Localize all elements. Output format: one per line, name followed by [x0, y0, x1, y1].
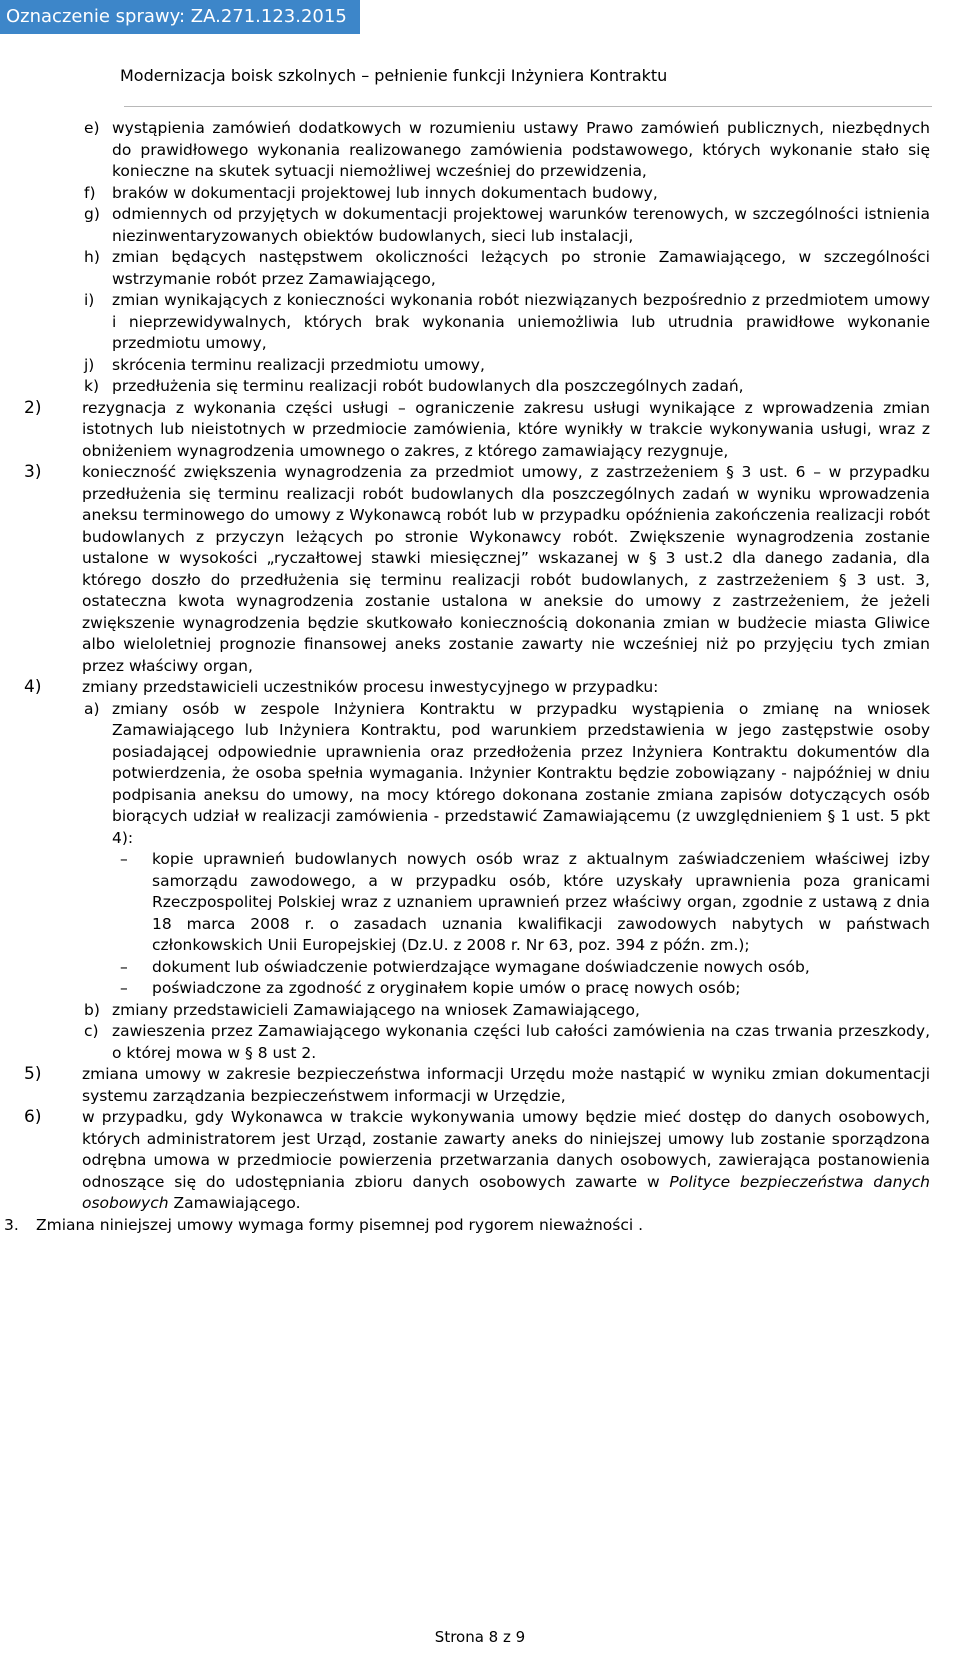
item-number: 5) [24, 1064, 42, 1084]
item-text: zmiana umowy w zakresie bezpieczeństwa informacji Urzędu może nastąpić w wyniku zmian dokumentacji systemu zarządzania bezpieczeństwem informacji w Urzędzie, [82, 1065, 930, 1105]
item-number: 6) [24, 1107, 42, 1127]
item-number: 4) [24, 677, 42, 697]
item-label: f) [84, 183, 96, 202]
item-text: rezygnacja z wykonania części usługi – ograniczenie zakresu usługi wynikające z wprowadzenia zmian istotnych lub nieistotnych w przedmiocie zamówienia, które wynikły w trakcie wykonywania usługi, wraz z obniżeniem wynagrodzenia umownego o zakres, z którego zamawiający rezygnuje, [82, 398, 930, 460]
item-label: b) [84, 1000, 100, 1019]
item-label: g) [84, 205, 100, 223]
item-text: przedłużenia się terminu realizacji robót budowlanych dla poszczególnych zadań, [112, 377, 744, 395]
item-label: k) [84, 377, 100, 395]
item-text: wystąpienia zamówień dodatkowych w rozumieniu ustawy Prawo zamówień publicznych, niezbędnych do prawidłowego wykonania realizowanego zamówienia podstawowego, których wykonanie stało się konieczne na skutek sytuacji niemożliwej wcześniej do przewidzenia, [112, 119, 930, 180]
item-text: zmian wynikających z konieczności wykonania robót niezwiązanych bezpośrednio z przedmiotem umowy i nieprzewidywalnych, których brak wykonania uniemożliwia lub utrudnia prawidłowe wykonanie przedmiotu umowy, [112, 291, 930, 352]
section-number: 3. [4, 1215, 19, 1234]
page-number: Strona 8 z 9 [434, 1628, 526, 1646]
item-label: h) [84, 248, 100, 266]
item-label: c) [84, 1022, 99, 1040]
item-text: zmiany przedstawicieli Zamawiającego na wniosek Zamawiającego, [112, 1000, 640, 1019]
dash-bullet: – [120, 957, 128, 976]
item-label: i) [84, 291, 95, 309]
item-text: braków w dokumentacji projektowej lub innych dokumentach budowy, [112, 183, 658, 202]
list-item-4a [0, 699, 960, 850]
document-title: Modernizacja boisk szkolnych – pełnienie funkcji Inżyniera Kontraktu [120, 66, 668, 85]
list-item-2 [0, 398, 960, 463]
item-text: zmian będących następstwem okoliczności leżących po stronie Zamawiającego, w szczególności wstrzymanie robót przez Zamawiającego, [112, 248, 930, 288]
section-text: Zmiana niniejszej umowy wymaga formy pisemnej pod rygorem nieważności . [36, 1215, 644, 1234]
item-text: skrócenia terminu realizacji przedmiotu umowy, [112, 355, 485, 374]
list-item-4c [0, 1021, 960, 1064]
item-text: zmiany przedstawicieli uczestników procesu inwestycyjnego w przypadku: [82, 678, 659, 696]
item-label: e) [84, 119, 100, 137]
dash-bullet: – [120, 850, 128, 868]
list-item-j [0, 355, 960, 377]
dash-item-2 [0, 957, 960, 979]
item-text: odmiennych od przyjętych w dokumentacji projektowej warunków terenowych, w szczególności istnienia niezinwentaryzowanych obiektów budowlanych, sieci lub instalacji, [112, 205, 930, 245]
list-item-i [0, 290, 960, 355]
item-text: zawieszenia przez Zamawiającego wykonania części lub całości zamówienia na czas trwania przeszkody, o której mowa w § 8 ust 2. [112, 1022, 930, 1062]
item-label: j) [84, 355, 95, 374]
list-item-5 [0, 1064, 960, 1107]
case-number-banner: Oznaczenie sprawy: ZA.271.123.2015 [0, 0, 360, 34]
item-text-part: w przypadku, gdy Wykonawca w trakcie wykonywania umowy będzie mieć dostęp do danych osobowych, których administratorem jest Urząd, zostanie zawarty aneks do niniejszej umowy lub zostanie sporządzona odrębna umowa w przedmiocie powierzenia przetwarzania danych osobowych, zawierająca postanowienia odnoszące się do udostępniania zbioru danych osobowych zawarte w [82, 1108, 930, 1191]
dash-item-3 [0, 978, 960, 1000]
list-item-f [0, 183, 960, 205]
policy-title: Polityce bezpieczeństwa danych osobowych [82, 1172, 930, 1212]
dash-bullet: – [120, 979, 128, 997]
list-item-e [0, 118, 960, 183]
item-text: poświadczone za zgodność z oryginałem kopie umów o pracę nowych osób; [152, 979, 741, 997]
dash-item-1 [0, 849, 960, 957]
list-item-4 [0, 677, 960, 699]
item-number: 2) [24, 397, 42, 418]
list-item-3 [0, 462, 960, 677]
item-text-part: Zamawiającego. [168, 1194, 301, 1212]
document-body [0, 118, 960, 1236]
list-item-4b [0, 1000, 960, 1022]
item-text [82, 1107, 930, 1215]
item-number: 3) [24, 462, 42, 482]
list-item-h [0, 247, 960, 290]
list-item-6 [0, 1107, 960, 1215]
section-3 [0, 1215, 960, 1237]
item-label: a) [84, 699, 100, 718]
list-item-k [0, 376, 960, 398]
list-item-g [0, 204, 960, 247]
item-text: konieczność zwiększenia wynagrodzenia za przedmiot umowy, z zastrzeżeniem § 3 ust. 6 – w przypadku przedłużenia się terminu realizacji robót budowlanych dla poszczególnych zadań w wyniku wprowadzenia aneksu terminowego do umowy z Wykonawcą robót lub w przypadku opóźnienia zakończenia realizacji robót budowlanych z przyczyn leżących po stronie Wykonawcy robót. Zwiększenie wynagrodzenia zostanie ustalone w wysokości „ryczałtowej stawki miesięcznej” wskazanej w § 3 ust.2 dla danego zadania, dla którego doszło do przedłużenia się terminu realizacji robót budowlanych, z zastrzeżeniem § 3 ust. 3, ostateczna kwota wynagrodzenia zostanie ustalona w aneksie do umowy z zastrzeżeniem, że jeżeli zwiększenie wynagrodzenia będzie skutkowało koniecznością dokonania zmian w budżecie miasta Gliwice albo wieloletniej prognozie finansowej aneks zostanie zawarty nie wcześniej niż po przyjęciu tych zmian przez właściwy organ, [82, 463, 930, 675]
item-text: kopie uprawnień budowlanych nowych osób wraz z aktualnym zaświadczeniem właściwej izby samorządu zawodowego, a w przypadku osób, które uzyskały uprawnienia poza granicami Rzeczpospolitej Polskiej wraz z uznaniem uprawnień przez właściwy organ, zgodnie z ustawą z dnia 18 marca 2008 r. o zasadach uznania kwalifikacji zawodowych nabytych w państwach członkowskich Unii Europejskiej (Dz.U. z 2008 r. Nr 63, poz. 394 z późn. zm.); [152, 850, 930, 954]
item-text: zmiany osób w zespole Inżyniera Kontraktu w przypadku wystąpienia o zmianę na wniosek Zamawiającego lub Inżyniera Kontraktu, pod warunkiem przedstawienia w jego zastępstwie osoby posiadającej odpowiednie uprawnienia oraz przedłożenia przez Inżyniera Kontraktu dokumentów dla potwierdzenia, że osoba spełnia wymagania. Inżynier Kontraktu będzie zobowiązany - najpóźniej w dniu podpisania aneksu do umowy, na mocy którego dokonana zostanie zmiana zapisów dotyczących osób biorących udział w realizacji zamówienia - przedstawić Zamawiającemu (z uwzględnieniem § 1 ust. 5 pkt 4): [112, 699, 930, 847]
item-text: dokument lub oświadczenie potwierdzające wymagane doświadczenie nowych osób, [152, 957, 810, 976]
header-divider [124, 106, 932, 107]
